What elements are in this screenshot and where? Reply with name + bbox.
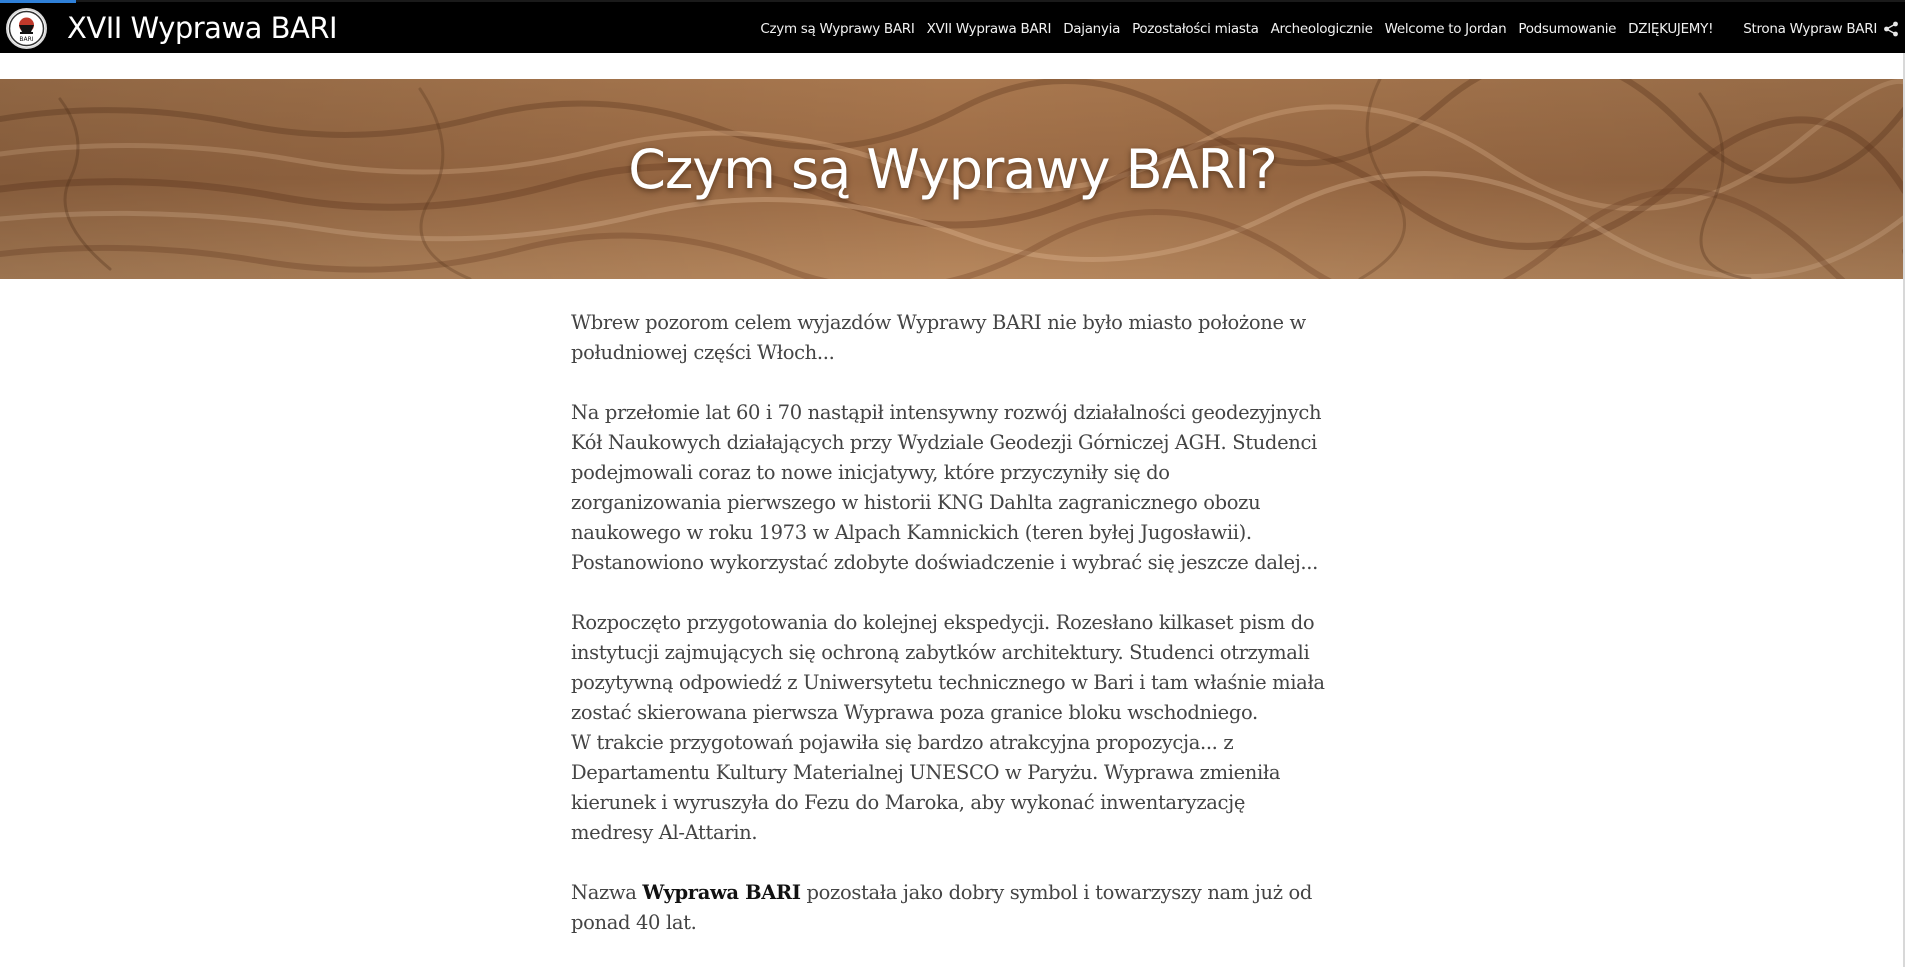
text-line: pozytywną odpowiedź z Uniwersytetu technicznego w Bari i tam właśnie miała xyxy=(571,671,1325,694)
logo-text: BARI xyxy=(19,36,34,43)
article-body xyxy=(571,308,1331,968)
hero-banner xyxy=(0,79,1905,279)
text-line: kierunek i wyruszyła do Fezu do Maroka, aby wykonać inwentaryzację xyxy=(571,791,1246,814)
nav-dziekujemy[interactable]: DZIĘKUJEMY! xyxy=(1628,20,1714,37)
nav-xvii-wyprawa-bari[interactable]: XVII Wyprawa BARI xyxy=(926,20,1052,37)
text-line: Kół Naukowych działających przy Wydziale Geodezji Górniczej AGH. Studenci xyxy=(571,431,1317,454)
paragraph-history xyxy=(571,398,1331,578)
paragraph-intro xyxy=(571,308,1331,368)
text-prefix: Nazwa xyxy=(571,881,643,904)
text-line: Wbrew pozorom celem wyjazdów Wyprawy BARI nie było miasto położone w xyxy=(571,311,1306,334)
text-line: medresy Al-Attarin. xyxy=(571,821,758,844)
text-line: naukowego w roku 1973 w Alpach Kamnickich (teren byłej Jugosławii). xyxy=(571,521,1252,544)
nav-podsumowanie[interactable]: Podsumowanie xyxy=(1518,20,1617,37)
bari-logo[interactable] xyxy=(6,8,47,49)
nav-dajanyia[interactable]: Dajanyia xyxy=(1063,20,1121,37)
text-line: instytucji zajmujących się ochroną zabytków architektury. Studenci otrzymali xyxy=(571,641,1310,664)
text-line: Departamentu Kultury Materialnej UNESCO w Paryżu. Wyprawa zmieniła xyxy=(571,761,1281,784)
text-line: W trakcie przygotowań pojawiła się bardzo atrakcyjna propozycja... z xyxy=(571,731,1234,754)
text-line: Postanowiono wykorzystać zdobyte doświadczenie i wybrać się jeszcze dalej... xyxy=(571,551,1318,574)
text-line: zorganizowania pierwszego w historii KNG Dahlta zagranicznego obozu xyxy=(571,491,1261,514)
text-line: ponad 40 lat. xyxy=(571,911,697,934)
external-link-strona-wypraw-bari[interactable]: Strona Wypraw BARI xyxy=(1743,20,1877,37)
paragraph-expedition xyxy=(571,608,1331,848)
nav-czym-sa-wyprawy-bari[interactable]: Czym są Wyprawy BARI xyxy=(760,20,915,37)
text-line: podejmowali coraz to nowe inicjatywy, które przyczyniły się do xyxy=(571,461,1170,484)
text-suffix: pozostała jako dobry symbol i towarzyszy nam już od xyxy=(800,881,1312,904)
text-line xyxy=(571,878,1331,908)
nav-archeologicznie[interactable]: Archeologicznie xyxy=(1270,20,1373,37)
reading-progress-bar xyxy=(0,0,76,3)
nav-pozostalosci-miasta[interactable]: Pozostałości miasta xyxy=(1132,20,1259,37)
text-line: Na przełomie lat 60 i 70 nastąpił intensywny rozwój działalności geodezyjnych xyxy=(571,401,1322,424)
main-nav xyxy=(760,2,1899,55)
page-title: Czym są Wyprawy BARI? xyxy=(628,137,1277,201)
bold-name: Wyprawa BARI xyxy=(642,881,801,904)
paragraph-name-origin xyxy=(571,878,1331,938)
nav-welcome-to-jordan[interactable]: Welcome to Jordan xyxy=(1384,20,1507,37)
text-line: południowej części Włoch... xyxy=(571,341,835,364)
text-line: Rozpoczęto przygotowania do kolejnej ekspedycji. Rozesłano kilkaset pism do xyxy=(571,611,1315,634)
text-line: zostać skierowana pierwsza Wyprawa poza granice bloku wschodniego. xyxy=(571,701,1258,724)
top-navigation-bar xyxy=(0,0,1905,53)
share-icon[interactable] xyxy=(1883,21,1899,37)
site-title[interactable]: XVII Wyprawa BARI xyxy=(67,11,338,45)
